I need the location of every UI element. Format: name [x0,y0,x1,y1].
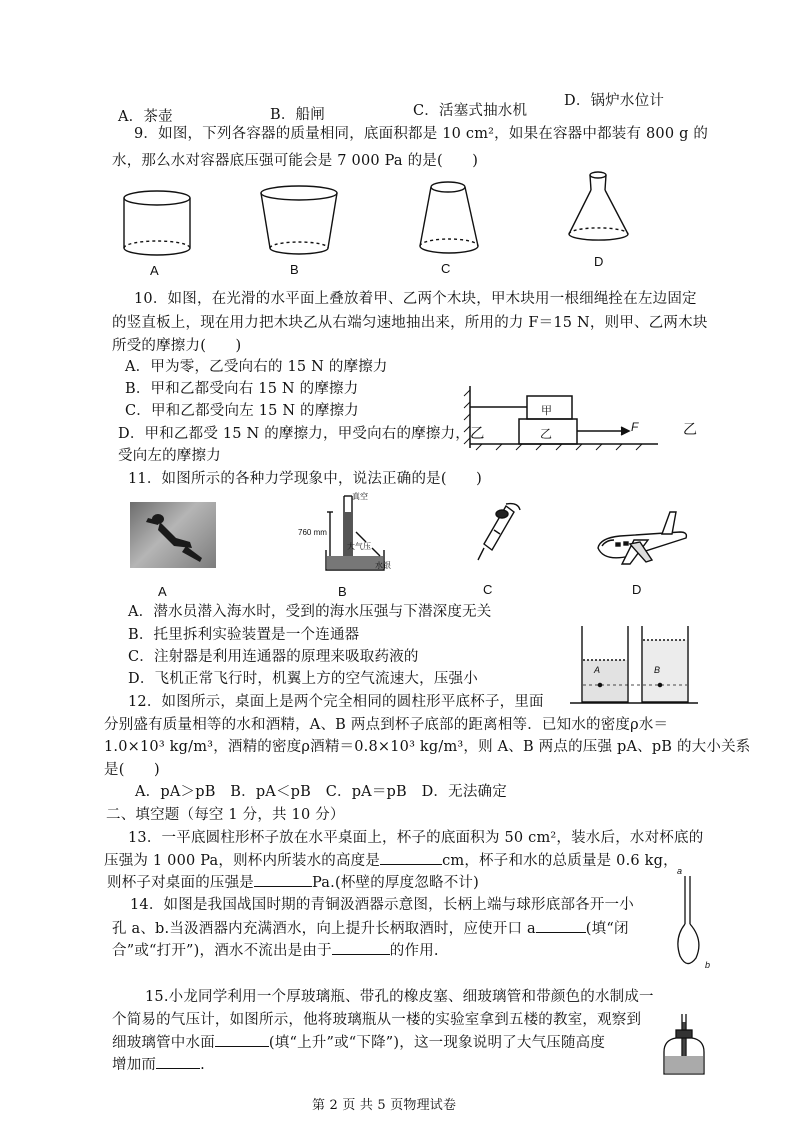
q11-option-a: A．潜水员潜入海水时，受到的海水压强与下潜深度无关 [128,604,492,620]
q11-b-height: 760 mm [298,528,327,537]
q14-line2-text-a: 孔 a、b.当汲酒器内充满酒水，向上提升长柄取酒时，应使开口 a [112,921,536,937]
q9-label-c: C [441,261,451,276]
q14-blank-reason[interactable] [332,940,390,955]
q14-stem-line1: 14．如图是我国战国时期的青铜汲酒器示意图，长柄上端与球形底部各开一小 [130,897,634,913]
q10-block-yi: 乙 [540,427,553,441]
q15-barometer-figure [660,1012,708,1078]
q15-line4-text-a: 增加而 [112,1057,157,1073]
q10-option-d-line1: D．甲和乙都受 15 N 的摩擦力，甲受向右的摩擦力，乙 [118,426,485,442]
q12-stem-line4: 是( ) [104,762,160,778]
q15-stem-line3 [112,1032,605,1053]
q13-stem-line2 [104,850,678,871]
q15-line3-text-b: (填“上升”或“下降”)，这一现象说明了大气压随高度 [268,1035,606,1051]
q10-stem-line3: 所受的摩擦力( ) [112,338,242,354]
q9-stem-line2: 水，那么水对容器底压强可能会是 7 000 Pa 的是( ) [112,153,479,169]
q12-stem-line1: 12．如图所示，桌面上是两个完全相同的圆柱形平底杯子，里面 [128,694,544,710]
q10-blocks-figure [462,382,662,454]
q11-label-a: A [158,584,167,599]
q10-block-jia: 甲 [541,405,552,417]
q11-label-b: B [338,584,347,599]
q12-stem-line2: 分别盛有质量相等的水和酒精，A、B 两点到杯子底部的距离相等．已知水的密度ρ水＝ [104,717,669,733]
q10-stem-line2: 的竖直板上，现在用力把木块乙从右端匀速地抽出来，所用的力 F＝15 N，则甲、乙两木块 [112,315,708,331]
q8-option-c: C．活塞式抽水机 [413,103,528,119]
q11-label-d: D [632,582,642,597]
q11-b-mercury: 水银 [375,561,391,570]
q11-label-c: C [483,582,493,597]
q13-stem-line1: 13．一平底圆柱形杯子放在水平桌面上，杯子的底面积为 50 cm²，装水后，水对杯底的 [128,830,704,846]
q10-option-d-line2: 受向左的摩擦力 [118,448,221,464]
q10-option-b: B．甲和乙都受向右 15 N 的摩擦力 [125,381,359,397]
q14-stem-line3 [112,940,439,961]
section-fill-in-heading: 二、填空题（每空 1 分，共 10 分） [106,807,345,823]
q9-label-d: D [594,254,604,269]
q15-stem-line2: 个简易的气压计，如图所示，他将玻璃瓶从一楼的实验室拿到五楼的教室，观察到 [112,1012,642,1028]
q8-option-d: D．锅炉水位计 [564,93,665,109]
q13-blank-pressure[interactable] [254,872,312,887]
q12-options: A．pA＞pB B．pA＜pB C．pA＝pB D．无法确定 [135,784,507,800]
q11-b-atm: 大气压 [347,542,371,551]
q13-blank-height[interactable] [380,850,442,865]
q12-cups-figure [570,620,700,710]
q9-containers-figure [100,170,720,280]
q14-label-a: a [677,866,683,876]
q10-side-label: 乙 [683,421,697,437]
page-footer: 第 2 页 共 5 页物理试卷 [312,1098,457,1113]
q10-option-c: C．甲和乙都受向左 15 N 的摩擦力 [125,403,359,419]
q15-stem-line4 [112,1054,205,1075]
q9-stem-line1: 9．如图，下列各容器的质量相同，底面积都是 10 cm²，如果在容器中都装有 800 g 的 [134,126,709,142]
q15-blank-trend[interactable] [156,1054,200,1069]
q14-line2-text-b: (填“闭 [585,921,629,937]
q14-label-b: b [705,960,711,970]
q8-option-b: B．船闸 [270,107,325,123]
q15-line4-text-b: . [200,1057,205,1073]
q11-airplane-figure [590,504,690,574]
q13-line3-text-b: Pa.(杯壁的厚度忽略不计) [312,875,479,891]
q10-option-a: A．甲为零，乙受向右的 15 N 的摩擦力 [125,359,388,375]
q14-line3-text-a: 合”或“打开”)，酒水不流出是由于 [112,943,332,959]
q9-label-a: A [150,263,159,278]
q12-point-a: A [594,665,601,675]
q10-force-label: F [631,420,639,434]
q9-label-b: B [290,262,299,277]
q11-diver-photo [130,502,216,568]
q8-option-a: A．茶壶 [118,109,173,125]
q14-line3-text-b: 的作用. [389,943,439,959]
q13-stem-line3 [107,872,479,893]
q15-stem-line1: 15.小龙同学利用一个厚玻璃瓶、带孔的橡皮塞、细玻璃管和带颜色的水制成一 [145,989,654,1005]
q15-line3-text-a: 细玻璃管中水面 [112,1035,215,1051]
q11-option-c: C．注射器是利用连通器的原理来吸取药液的 [128,649,419,665]
q13-line3-text-a: 则杯子对桌面的压强是 [107,875,254,891]
q11-syringe-figure [470,500,530,570]
q11-b-vacuum: 真空 [352,492,368,501]
q15-blank-rise-fall[interactable] [215,1032,269,1047]
q11-option-d: D．飞机正常飞行时，机翼上方的空气流速大，压强小 [128,671,478,687]
q14-blank-open-close[interactable] [536,918,586,933]
q11-option-b: B．托里拆利实验装置是一个连通器 [128,627,360,643]
q12-point-b: B [654,665,661,675]
q11-stem: 11．如图所示的各种力学现象中，说法正确的是( ) [128,471,482,487]
q12-stem-line3: 1.0×10³ kg/m³，酒精的密度ρ酒精＝0.8×10³ kg/m³，则 A、B 两点的压强 pA、pB 的大小关系 [104,739,751,755]
q13-line2-text-a: 压强为 1 000 Pa，则杯内所装水的高度是 [104,853,381,869]
diver-icon [130,502,216,568]
q14-stem-line2 [112,918,629,939]
q10-stem-line1: 10．如图，在光滑的水平面上叠放着甲、乙两个木块，甲木块用一根细绳拴在左边固定 [134,291,697,307]
q13-line2-text-b: cm，杯子和水的总质量是 0.6 kg， [442,853,678,869]
